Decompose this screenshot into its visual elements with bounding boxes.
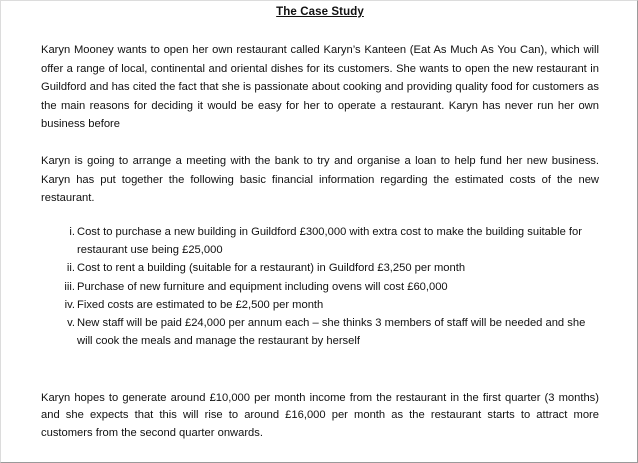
list-item-number: ii. <box>66 262 75 275</box>
bank-meeting-paragraph: Karyn is going to arrange a meeting with the bank to try and organise a loan to help fund her new business. Karyn has put together the following basic financial information regarding the estimated costs of the new restaurant. <box>41 155 599 205</box>
list-item <box>41 314 599 350</box>
financial-info-list <box>41 223 599 350</box>
list-item-text: Fixed costs are estimated to be £2,500 per month <box>77 298 324 311</box>
intro-paragraph: Karyn Mooney wants to open her own restaurant called Karyn’s Kanteen (Eat As Much As You Can), which will offer a range of local, continental and oriental dishes for its customers. She wants to open the new restaurant in Guildford and has cited the fact that she is passionate about cooking and providing quality food for customers as the main reasons for deciding it would be easy for her to operate a restaurant. Karyn has never run her own business before <box>41 44 599 131</box>
list-item-text: Purchase of new furniture and equipment including ovens will cost £60,000 <box>77 280 448 293</box>
list-item-number: v. <box>67 317 75 330</box>
list-item-text: Cost to rent a building (suitable for a restaurant) in Guildford £3,250 per month <box>77 262 466 275</box>
list-item-number: iv. <box>64 298 75 311</box>
list-item-text: Cost to purchase a new building in Guildford £300,000 with extra cost to make the building suitable for restaurant use being £25,000 <box>77 226 582 257</box>
list-item <box>41 223 599 259</box>
list-item <box>41 296 599 314</box>
list-item-number: iii. <box>64 280 75 293</box>
list-item-number: i. <box>69 226 75 238</box>
page-title: The Case Study <box>276 6 364 18</box>
list-item <box>41 259 599 277</box>
income-forecast-paragraph: Karyn hopes to generate around £10,000 per month income from the restaurant in the first quarter (3 months) and she expects that this will rise to around £16,000 per month as the restaurant starts to attract more customers from the second quarter onwards. <box>41 392 599 439</box>
list-item <box>41 278 599 296</box>
list-item-text: New staff will be paid £24,000 per annum each – she thinks 3 members of staff will be needed and she will cook the meals and manage the restaurant by herself <box>77 317 586 348</box>
